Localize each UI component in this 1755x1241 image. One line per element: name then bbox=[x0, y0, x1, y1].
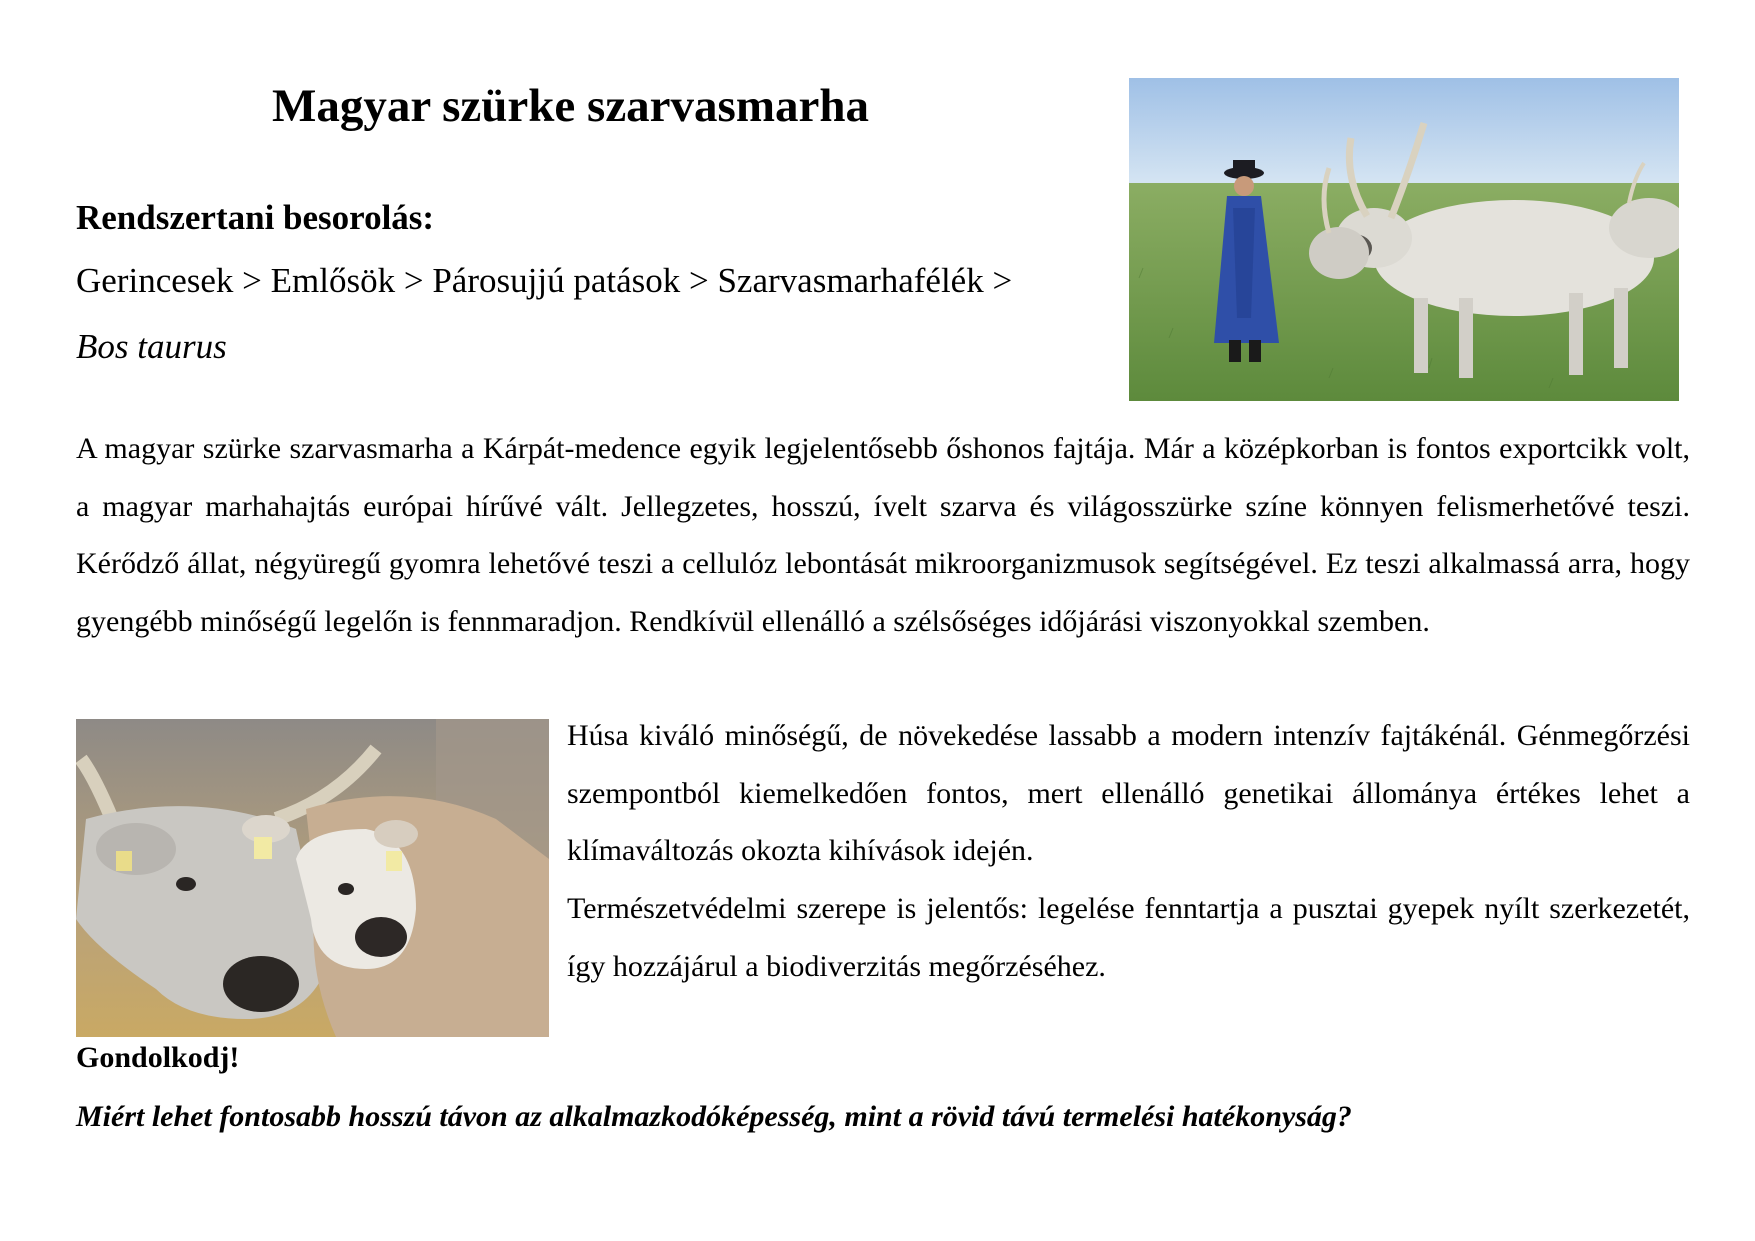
species-name: Bos taurus bbox=[76, 327, 227, 366]
think-heading: Gondolkodj! bbox=[76, 1041, 240, 1074]
classification-path: Gerincesek > Emlősök > Párosujjú patások > Szarvasmarhafélék > bbox=[76, 261, 1013, 300]
breeding-paragraph: Húsa kiváló minőségű, de növekedése lassabb a modern intenzív fajtákénál. Génmegőrzési szempontból kiemelkedően fontos, mert ellenálló genetikai állománya értékes lehet a klímaváltozás okozta kihívások idején. bbox=[567, 719, 1690, 868]
classification-heading: Rendszertani besorolás: bbox=[76, 198, 435, 237]
intro-paragraph: A magyar szürke szarvasmarha a Kárpát-medence egyik legjelentősebb őshonos fajtája. Már a középkorban is fontos exportcikk volt, a magyar marhahajtás európai hírűvé vált. Jellegzetes, hosszú, ívelt szarva és világosszürke színe könnyen felismerhetővé teszi. Kérődző állat, négyüregű gyomra lehetővé teszi a cellulóz lebontását mikroorganizmusok segítségével. Ez teszi alkalmassá arra, hogy gyengébb minőségű legelőn is fennmaradjon. Rendkívül ellenálló a szélsőséges időjárási viszonyokkal szemben. bbox=[76, 432, 1690, 638]
think-question: Miért lehet fontosabb hosszú távon az alkalmazkodóképesség, mint a rövid távú termelési hatékonyság? bbox=[76, 1100, 1352, 1133]
herdsman-cattle-photo bbox=[1129, 78, 1679, 401]
cow-calf-photo bbox=[76, 719, 549, 1037]
page-title: Magyar szürke szarvasmarha bbox=[272, 80, 869, 132]
conservation-paragraph: Természetvédelmi szerepe is jelentős: legelése fenntartja a pusztai gyepek nyílt szerkezetét, így hozzájárul a biodiverzitás megőrzéséhez. bbox=[567, 892, 1690, 983]
